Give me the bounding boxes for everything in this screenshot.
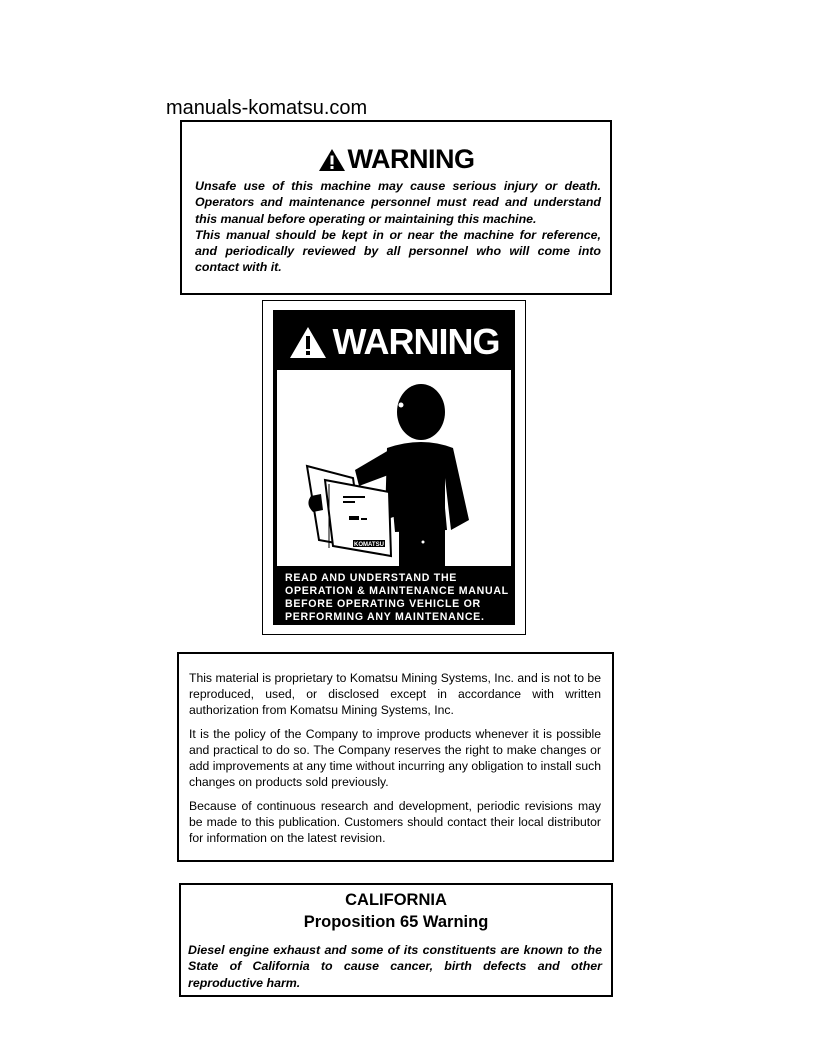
warning-sign-instructions (285, 572, 509, 624)
prop65-body: Diesel engine exhaust and some of its constituents are known to the State of California to cause cancer, birth defects and other reproductive harm. (188, 943, 602, 990)
sign-instruction-line: OPERATION & MAINTENANCE MANUAL (285, 585, 509, 597)
sign-instruction-line: PERFORMING ANY MAINTENANCE. (285, 611, 485, 623)
sign-instruction-line: READ AND UNDERSTAND THE (285, 572, 458, 584)
warning-sign-heading-text: WARNING (332, 321, 500, 362)
person-reading-manual-icon (277, 370, 511, 566)
legal-paragraph: This material is proprietary to Komatsu Mining Systems, Inc. and is not to be reproduced, used, or disclosed except in accordance with written authorization from Komatsu Mining Systems, Inc. (189, 671, 601, 717)
warning-triangle-icon (289, 326, 327, 359)
book-brand-label: KOMATSU (354, 542, 384, 548)
proprietary-notice-box (177, 652, 614, 862)
warning-sign (273, 310, 515, 625)
warning-notice-line: This manual should be kept in or near the machine for reference, and periodically reviewed by all personnel who will come into contact with it. (195, 227, 601, 275)
warning-triangle-icon (318, 148, 346, 172)
warning-notice-heading-text: WARNING (347, 144, 475, 174)
legal-paragraph: Because of continuous research and development, periodic revisions may be made to this publication. Customers should contact their local distributor for information on the latest revision. (189, 799, 601, 845)
proprietary-notice-body (189, 670, 601, 854)
warning-notice-heading (182, 144, 610, 175)
sign-instruction-line: BEFORE OPERATING VEHICLE OR (285, 598, 481, 610)
warning-notice-box (180, 120, 612, 295)
prop65-subtitle: Proposition 65 Warning (303, 913, 489, 931)
warning-notice-body (195, 178, 601, 276)
california-title: CALIFORNIA (345, 891, 447, 909)
warning-sign-frame (262, 300, 526, 635)
california-prop65-box (179, 883, 613, 997)
warning-notice-line: Unsafe use of this machine may cause serious injury or death. Operators and maintenance personnel must read and understand this manual before operating or maintaining this machine. (195, 179, 601, 226)
site-header: manuals-komatsu.com (166, 97, 368, 119)
legal-paragraph: It is the policy of the Company to improve products whenever it is possible and practical to do so. The Company reserves the right to make changes or add improvements at any time without incurring any obligation to install such changes on products sold previously. (189, 727, 601, 789)
warning-sign-heading (273, 320, 515, 364)
